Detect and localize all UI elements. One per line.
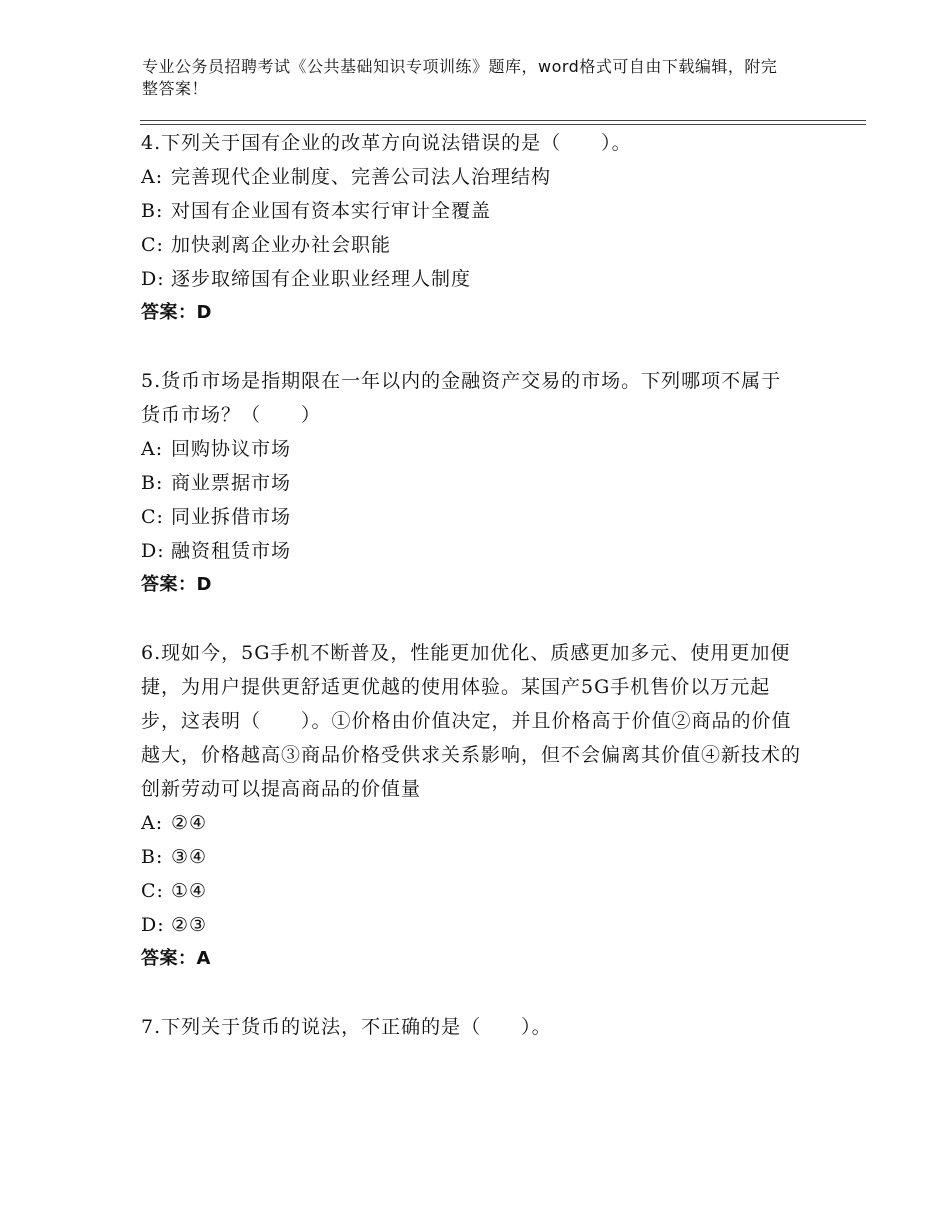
question-4: [141, 126, 801, 330]
option-text: 逐步取缔国有企业职业经理人制度: [171, 268, 472, 290]
option-key: C:: [141, 234, 164, 256]
option-text: 完善现代企业制度、完善公司法人治理结构: [171, 166, 552, 188]
option-key: A:: [141, 812, 164, 834]
option-text: 回购协议市场: [171, 438, 292, 460]
option-b: [141, 194, 801, 228]
option-b: [141, 840, 801, 874]
option-text: ①④: [171, 880, 208, 902]
question-stem: 4.下列关于国有企业的改革方向说法错误的是（ ）。: [141, 132, 632, 154]
question-stem: 5.货币市场是指期限在一年以内的金融资产交易的市场。下列哪项不属于货币市场？（ ）: [141, 370, 782, 426]
option-key: A:: [141, 166, 164, 188]
option-key: D:: [141, 914, 165, 936]
option-a: [141, 160, 801, 194]
option-a: [141, 432, 801, 466]
spacer: [141, 602, 801, 636]
option-text: 同业拆借市场: [171, 506, 292, 528]
option-key: C:: [141, 880, 164, 902]
option-key: B:: [141, 472, 164, 494]
option-d: [141, 908, 801, 942]
question-stem: 6.现如今，5G手机不断普及，性能更加优化、质感更加多元、使用更加便捷，为用户提供更舒适更优越的使用体验。某国产5G手机售价以万元起步，这表明（ ）。①价格由价值决定，并且价格高于价值②商品的价值越大，价格越高③商品价格受供求关系影响，但不会偏离其价值④新技术的创新劳动可以提高商品的价值量: [141, 642, 802, 800]
option-text: ②④: [171, 812, 208, 834]
option-c: [141, 500, 801, 534]
option-key: B:: [141, 200, 164, 222]
question-stem: 7.下列关于货币的说法，不正确的是（ ）。: [141, 1016, 552, 1038]
option-text: 对国有企业国有资本实行审计全覆盖: [171, 200, 492, 222]
option-text: ②③: [171, 914, 208, 936]
answer: 答案：D: [141, 302, 212, 323]
option-b: [141, 466, 801, 500]
option-key: D:: [141, 268, 165, 290]
spacer: [141, 976, 801, 1010]
option-c: [141, 874, 801, 908]
option-text: 商业票据市场: [171, 472, 292, 494]
option-text: 加快剥离企业办社会职能: [171, 234, 392, 256]
answer: 答案：A: [141, 948, 211, 969]
document-header: 专业公务员招聘考试《公共基础知识专项训练》题库，word格式可自由下载编辑，附完整答案！: [142, 57, 778, 98]
option-text: ③④: [171, 846, 208, 868]
option-a: [141, 806, 801, 840]
header-divider: [140, 120, 866, 121]
option-key: C:: [141, 506, 164, 528]
option-key: D:: [141, 540, 165, 562]
question-5: [141, 364, 801, 602]
question-list: [141, 126, 801, 1044]
option-text: 融资租赁市场: [171, 540, 292, 562]
question-6: [141, 636, 801, 976]
header-divider-thick: [140, 124, 866, 125]
option-d: [141, 534, 801, 568]
question-7: [141, 1010, 801, 1044]
option-d: [141, 262, 801, 296]
spacer: [141, 330, 801, 364]
answer: 答案：D: [141, 574, 212, 595]
option-key: A:: [141, 438, 164, 460]
option-key: B:: [141, 846, 164, 868]
option-c: [141, 228, 801, 262]
